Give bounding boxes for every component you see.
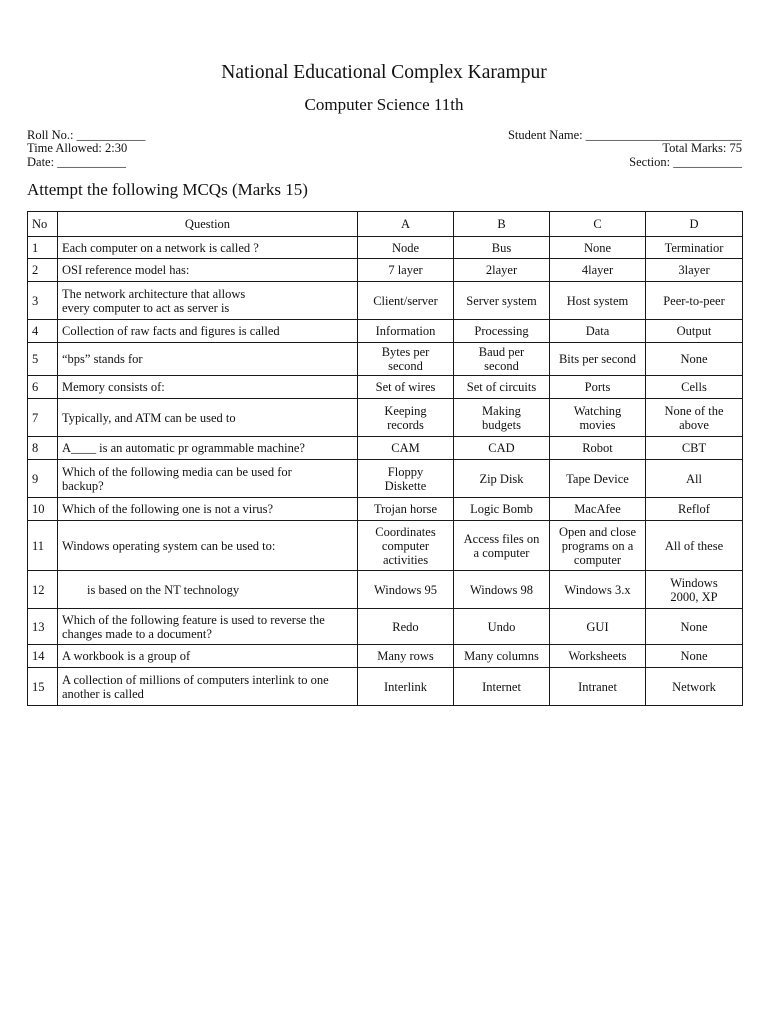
header-option-a: A bbox=[358, 212, 454, 237]
option-a: Bytes per second bbox=[358, 343, 454, 376]
option-b: Bus bbox=[454, 237, 550, 259]
option-b: Zip Disk bbox=[454, 460, 550, 498]
option-d: Network bbox=[646, 668, 743, 706]
table-row bbox=[28, 376, 743, 399]
option-d: None of the above bbox=[646, 399, 743, 437]
option-c: Ports bbox=[550, 376, 646, 399]
table-row bbox=[28, 237, 743, 259]
option-d: 3layer bbox=[646, 259, 743, 282]
table-row bbox=[28, 609, 743, 645]
option-d: Output bbox=[646, 320, 743, 343]
school-name: National Educational Complex Karampur bbox=[221, 62, 547, 83]
option-a: Trojan horse bbox=[358, 498, 454, 521]
table-row bbox=[28, 645, 743, 668]
date-field: Date: ___________ bbox=[27, 155, 126, 169]
option-a: Redo bbox=[358, 609, 454, 645]
table-row bbox=[28, 399, 743, 437]
section-field: Section: ___________ bbox=[629, 155, 742, 169]
option-c: None bbox=[550, 237, 646, 259]
option-b: Baud per second bbox=[454, 343, 550, 376]
option-d: Reflof bbox=[646, 498, 743, 521]
question-number: 5 bbox=[28, 343, 58, 376]
meta-row-1 bbox=[27, 128, 742, 142]
header-option-b: B bbox=[454, 212, 550, 237]
question-number: 9 bbox=[28, 460, 58, 498]
section-heading: Attempt the following MCQs (Marks 15) bbox=[27, 180, 308, 199]
option-c: Tape Device bbox=[550, 460, 646, 498]
table-row bbox=[28, 320, 743, 343]
option-a: Set of wires bbox=[358, 376, 454, 399]
option-c: Watching movies bbox=[550, 399, 646, 437]
header-no: No bbox=[28, 212, 58, 237]
meta-row-2 bbox=[27, 141, 742, 155]
subject-title: Computer Science 11th bbox=[304, 95, 464, 114]
option-d: None bbox=[646, 645, 743, 668]
option-c: Data bbox=[550, 320, 646, 343]
option-a: CAM bbox=[358, 437, 454, 460]
total-marks: Total Marks: 75 bbox=[662, 141, 742, 155]
option-b: CAD bbox=[454, 437, 550, 460]
header-question: Question bbox=[58, 212, 358, 237]
option-b: Access files on a computer bbox=[454, 521, 550, 571]
option-d: CBT bbox=[646, 437, 743, 460]
option-d: All bbox=[646, 460, 743, 498]
question-text: “bps” stands for bbox=[58, 343, 358, 376]
option-d: None bbox=[646, 609, 743, 645]
time-allowed: Time Allowed: 2:30 bbox=[27, 141, 128, 155]
option-c: Worksheets bbox=[550, 645, 646, 668]
header-option-c: C bbox=[550, 212, 646, 237]
option-b: Set of circuits bbox=[454, 376, 550, 399]
student-name-field: Student Name: _________________________ bbox=[507, 128, 742, 142]
question-number: 8 bbox=[28, 437, 58, 460]
question-number: 7 bbox=[28, 399, 58, 437]
option-b: Processing bbox=[454, 320, 550, 343]
option-b: 2layer bbox=[454, 259, 550, 282]
option-c: MacAfee bbox=[550, 498, 646, 521]
roll-no-field: Roll No.: ___________ bbox=[27, 128, 146, 142]
question-number: 6 bbox=[28, 376, 58, 399]
option-a: Floppy Diskette bbox=[358, 460, 454, 498]
question-text: Which of the following media can be used for backup? bbox=[58, 460, 358, 498]
table-row bbox=[28, 571, 743, 609]
question-number: 10 bbox=[28, 498, 58, 521]
option-a: Node bbox=[358, 237, 454, 259]
question-number: 11 bbox=[28, 521, 58, 571]
question-text: A collection of millions of computers interlink to one another is called bbox=[58, 668, 358, 706]
option-a: Windows 95 bbox=[358, 571, 454, 609]
table-row bbox=[28, 498, 743, 521]
mcq-table bbox=[27, 211, 743, 706]
option-d: Windows 2000, XP bbox=[646, 571, 743, 609]
option-a: Interlink bbox=[358, 668, 454, 706]
question-text: is based on the NT technology bbox=[58, 571, 358, 609]
question-text: The network architecture that allows every computer to act as server is bbox=[58, 282, 358, 320]
option-a: Many rows bbox=[358, 645, 454, 668]
table-row bbox=[28, 282, 743, 320]
question-text: Which of the following one is not a virus? bbox=[58, 498, 358, 521]
table-row bbox=[28, 259, 743, 282]
option-b: Logic Bomb bbox=[454, 498, 550, 521]
table-header-row bbox=[28, 212, 743, 237]
option-c: Bits per second bbox=[550, 343, 646, 376]
option-c: GUI bbox=[550, 609, 646, 645]
question-number: 1 bbox=[28, 237, 58, 259]
question-text: Windows operating system can be used to: bbox=[58, 521, 358, 571]
meta-row-3 bbox=[27, 155, 742, 169]
question-number: 12 bbox=[28, 571, 58, 609]
question-text: OSI reference model has: bbox=[58, 259, 358, 282]
question-number: 14 bbox=[28, 645, 58, 668]
mcq-table-body bbox=[28, 237, 743, 706]
option-a: Information bbox=[358, 320, 454, 343]
option-b: Internet bbox=[454, 668, 550, 706]
option-c: Windows 3.x bbox=[550, 571, 646, 609]
option-d: All of these bbox=[646, 521, 743, 571]
table-row bbox=[28, 460, 743, 498]
question-number: 2 bbox=[28, 259, 58, 282]
option-c: Intranet bbox=[550, 668, 646, 706]
option-d: Peer-to-peer bbox=[646, 282, 743, 320]
header-option-d: D bbox=[646, 212, 743, 237]
table-row bbox=[28, 521, 743, 571]
option-b: Windows 98 bbox=[454, 571, 550, 609]
question-text: Which of the following feature is used to reverse the changes made to a document? bbox=[58, 609, 358, 645]
option-d: Cells bbox=[646, 376, 743, 399]
option-a: Keeping records bbox=[358, 399, 454, 437]
option-b: Undo bbox=[454, 609, 550, 645]
option-c: Open and close programs on a computer bbox=[550, 521, 646, 571]
option-d: None bbox=[646, 343, 743, 376]
option-d: Terminatior bbox=[646, 237, 743, 259]
option-b: Server system bbox=[454, 282, 550, 320]
option-a: Client/server bbox=[358, 282, 454, 320]
table-row bbox=[28, 437, 743, 460]
question-text: Typically, and ATM can be used to bbox=[58, 399, 358, 437]
question-text: Collection of raw facts and figures is called bbox=[58, 320, 358, 343]
option-c: Robot bbox=[550, 437, 646, 460]
table-row bbox=[28, 668, 743, 706]
question-text: A workbook is a group of bbox=[58, 645, 358, 668]
question-text: Memory consists of: bbox=[58, 376, 358, 399]
option-b: Making budgets bbox=[454, 399, 550, 437]
option-a: 7 layer bbox=[358, 259, 454, 282]
option-c: Host system bbox=[550, 282, 646, 320]
option-c: 4layer bbox=[550, 259, 646, 282]
question-number: 15 bbox=[28, 668, 58, 706]
table-row bbox=[28, 343, 743, 376]
question-number: 13 bbox=[28, 609, 58, 645]
question-text: Each computer on a network is called ? bbox=[58, 237, 358, 259]
option-a: Coordinates computer activities bbox=[358, 521, 454, 571]
option-b: Many columns bbox=[454, 645, 550, 668]
question-number: 3 bbox=[28, 282, 58, 320]
question-text: A____ is an automatic pr ogrammable machine? bbox=[58, 437, 358, 460]
question-number: 4 bbox=[28, 320, 58, 343]
